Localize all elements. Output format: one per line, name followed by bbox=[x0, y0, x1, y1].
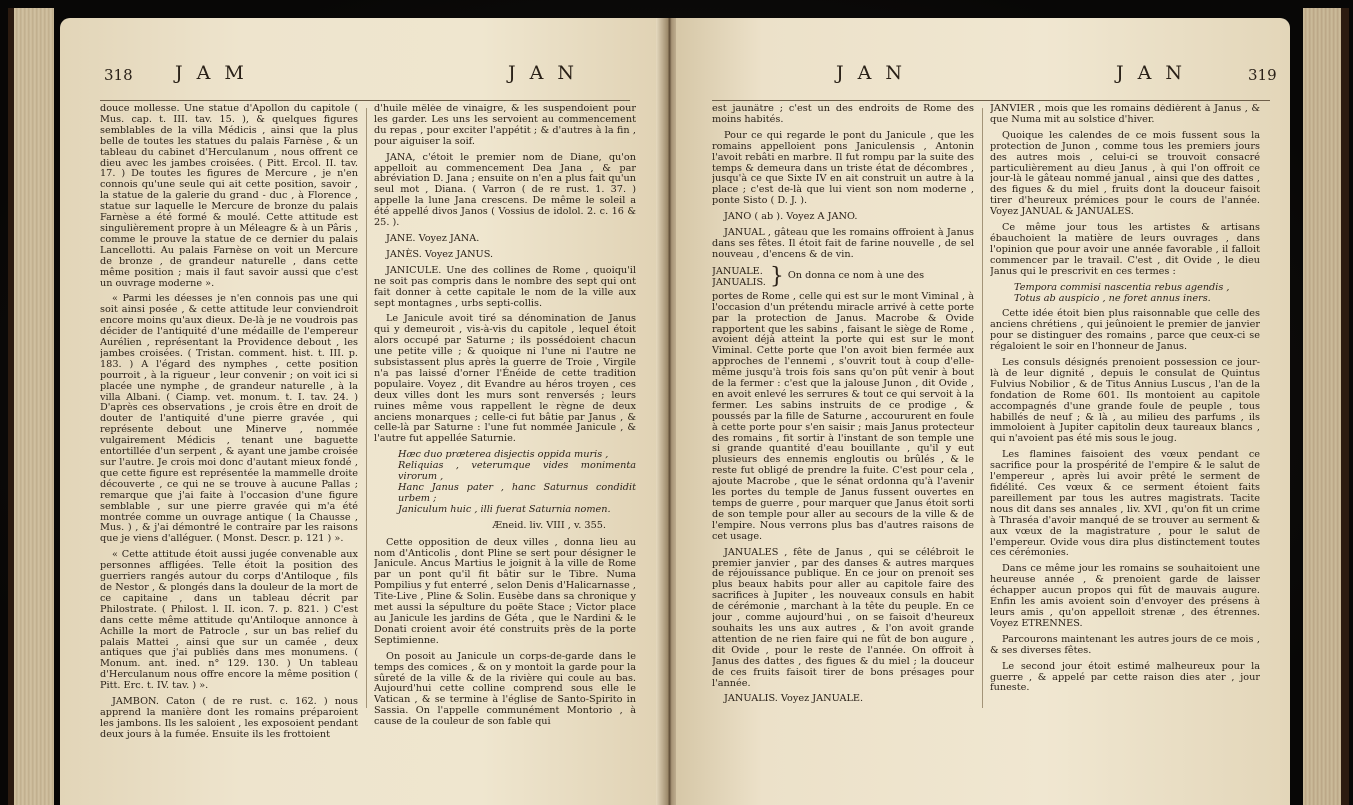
paragraph: Pour ce qui regarde le pont du Janicule , que les romains appelloient pons Janiculensis , Antonin l'avoit rebâti en marbre. Il fut rompu par la suite des temps & demeura dans un triste état de décombres , jusqu'à ce que Sixte IV en ait construit un autre à la place ; c'est de-là que lui vient son nom moderne , ponte Sisto ( D. J. ). bbox=[712, 129, 974, 207]
left-column bbox=[712, 104, 974, 804]
headword: JANUALE. bbox=[712, 265, 763, 277]
verse-line: Hæc duo præterea disjectis oppida muris , bbox=[398, 449, 609, 461]
verse-line: Tempora commisi nascentia rebus agendis , bbox=[1014, 281, 1230, 293]
right-page-edges bbox=[1303, 8, 1349, 805]
right-column bbox=[374, 104, 636, 804]
paragraph: Le Janicule avoit tiré sa dénomination de Janus qui y demeuroit , vis-à-vis du capitole , lequel étoit alors occupé par Saturne ; ils possédoient chacun une petite ville ; & quoique ni l'une ni l'autre ne subsistassent plus après la guerre de Troie , Virgile n'a pas laissé d'orner l'Énéide de cette tradition populaire. Voyez , dit Evandre au héros troyen , ces deux villes dont les murs sont renversés ; leurs ruines même vous rappellent le règne de deux anciens monarques ; celle-ci fut bâtie par Janus , & celle-là par Saturne : l'une fut nommée Janicule , & l'autre fut appellée Saturnie. bbox=[374, 313, 636, 445]
paragraph: portes de Rome , celle qui est sur le mont Viminal , à l'occasion d'un prétendu miracle arrivé à cette porte par la protection de Janus. Macrobe & Ovide rapportent que les sabins , faisant le siège de Rome , avoient déjà atteint la porte qui est sur le mont Viminal. Cette porte que l'on avoit bien fermée aux approches de l'ennemi , s'ouvrit tout à coup d'elle-même jusqu'à trois fois sans qu'on pût venir à bout de la fermer : c'est que la jalouse Junon , dit Ovide , en avoit enlevé les serrures & tout ce qui servoit à la fermer. Les sabins instruits de ce prodige , & poussés par la fille de Saturne , accoururent en foule à cette porte pour s'en saisir ; mais Janus protecteur des romains , fit sortir à l'instant de son temple une si grande quantité d'eau bouillante , qu'il y eut plusieurs des ennemis engloutis ou brûlés , & le reste fut obligé de prendre la fuite. C'est pour cela , ajoute Macrobe , que le sénat ordonna qu'à l'avenir les portes du temple de Janus fussent ouvertes en temps de guerre , pour marquer que Janus étoit sorti de son temple pour aller au secours de la ville & de l'empire. Nous verrons plus bas d'autres raisons de cet usage. bbox=[712, 290, 974, 542]
verse-citation: Æneid. liv. VIII , v. 355. bbox=[492, 519, 606, 531]
verse-line: Reliquias , veterumque vides monimenta virorum , bbox=[398, 460, 636, 483]
paragraph: Cette opposition de deux villes , donna lieu au nom d'Anticolis , dont Pline se sert pour désigner le Janicule. Ancus Martius le joignit à la ville de Rome par un pont qu'il fit bâtir sur le Tibre. Numa Pompilius y fut enterré , selon Denis d'Halicarnasse , Tite-Live , Pline & Solin. Eusèbe dans sa chronique y met aussi la sépulture du poëte Stace ; Victor place au Janicule les jardins de Géta , que le Nardini & le Donati croient avoir été construits près de la porte Septimienne. bbox=[374, 536, 636, 646]
paragraph: Cette idée étoit bien plus raisonnable que celle des anciens chrétiens , qui jeûnoient le premier de janvier pour se distinguer des romains , parce que ceux-ci se régaloient le soir en l'honneur de Janus. bbox=[990, 308, 1260, 353]
header-rule bbox=[100, 100, 630, 101]
brace-symbol: } bbox=[769, 263, 784, 289]
left-page bbox=[60, 18, 662, 805]
entry-janicule: JANICULE. Une des collines de Rome , quoiqu'il ne soit pas compris dans le nombre des sept qui ont fait donner à cette capitale le nom de la ville aux sept montagnes , urbs septi-collis. bbox=[374, 264, 636, 309]
header-rule bbox=[712, 100, 1270, 101]
paragraph: douce mollesse. Une statue d'Apollon du capitole ( Mus. cap. t. III. tav. 15. ), & quelques figures semblables de la villa Médicis , ainsi que la plus belle de toutes les statues du palais Farnèse , & un tableau du cabinet d'Herculanum , nous offrent ce dieu avec les jambes croisées. ( Pitt. Ercol. II. tav. 17. ) De toutes les figures de Mercure , je n'en connois qu'une seule qui ait cette position, savoir , la statue de la galerie du grand - duc , à Florence , statue sur laquelle le Mercure de bronze du palais Farnèse a été formé & moulé. Cette attitude est singulièrement propre à un Méleagre & à un Pâris , comme le prouve la statue de ce dernier du palais Lancellotti. Au palais Farnèse on voit un Mercure de bronze , de grandeur naturelle , dans cette même position ; mais il faut savoir aussi que c'est un ouvrage moderne ». bbox=[100, 104, 358, 289]
running-head: J A M bbox=[175, 62, 248, 84]
left-column bbox=[100, 104, 358, 804]
column-rule bbox=[366, 108, 367, 708]
paragraph: On posoit au Janicule un corps-de-garde dans le temps des comices , & on y montoit la garde pour la sûreté de la ville & de la rivière qui coule au bas. Aujourd'hui cette colline comprend sous elle le Vatican , & se termine à l'église de Santo-Spirito in Sassia. On l'appelle communément Montorio , à cause de la couleur de son fable qui bbox=[374, 650, 636, 728]
entry-janes: JANÈS. Voyez JANUS. bbox=[386, 248, 494, 260]
entry-januales: JANUALES , fête de Janus , qui se célébroit le premier janvier , par des danses & autres marques de réjouissance publique. En ce jour on prenoit ses plus beaux habits pour aller au capitole faire des sacrifices à Jupiter , les nouveaux consuls en habit de cérémonie , marchant à la tête du peuple. En ce jour , comme aujourd'hui , on se faisoit d'heureux souhaits les uns aux autres , & l'on avoit grande attention de ne rien faire qui ne fût de bon augure , dit Ovide , pour le reste de l'année. On offroit à Janus des dattes , des figues & du miel ; la douceur de ces fruits faisoit tirer de bons présages pour l'année. bbox=[712, 546, 974, 689]
entry-jano: JANO ( ab ). Voyez A JANO. bbox=[724, 211, 858, 223]
paragraph: Quoique les calendes de ce mois fussent sous la protection de Junon , comme tous les premiers jours des autres mois , celui-ci se trouvoit consacré particulièrement au dieu Janus , à qui l'on offroit ce jour-là le gâteau nommé janual , ainsi que des dattes , des figues & du miel , fruits dont la douceur faisoit tirer d'heureux prémices pour le cours de l'année. Voyez JANUAL & JANUALES. bbox=[990, 129, 1260, 218]
running-head: J A N bbox=[1116, 62, 1187, 84]
running-head: J A N bbox=[508, 62, 579, 84]
page-number: 318 bbox=[104, 66, 133, 84]
paragraph: Les consuls désignés prenoient possession ce jour-là de leur dignité , depuis le consulat de Quintus Fulvius Nobilior , & de Titus Annius Luscus , l'an de la fondation de Rome 601. Ils montoient au capitole accompagnés d'une grande foule de peuple , tous habillés de neuf ; & là , au milieu des parfums , ils immoloient à Jupiter capitolin deux taureaux blancs , qui n'avoient pas été mis sous le joug. bbox=[990, 357, 1260, 445]
entry-text: On donna ce nom à une des bbox=[787, 270, 925, 282]
paragraph: Dans ce même jour les romains se souhaitoient une heureuse année , & prenoient garde de laisser échapper aucun propos qui fût de mauvais augure. Enfin les amis avoient soin d'envoyer des présens à leurs amis , qu'on appelloit strenæ , des étrennes. Voyez ETRENNES. bbox=[990, 563, 1260, 629]
paragraph: « Parmi les déesses je n'en connois pas une qui soit ainsi posée , & cette attitude leur conviendroit encore moins qu'aux dieux. De-là je ne voudrois pas décider de l'antiquité d'une médaille de l'empereur Aurélien , représentant la Providence debout , les jambes croisées. ( Tristan. comment. hist. t. III. p. 183. ) A l'égard des nymphes , cette position pourroit , à la rigueur , leur convenir ; on voit ici si placée une nymphe , de grandeur naturelle , à la villa Albani. ( Ciamp. vet. monum. t. I. tav. 24. ) D'après ces observations , je crois être en droit de douter de l'antiquité d'une pierre gravée , qui représente debout une Minerve , nommée vulgairement Médicis , tenant une baguette entortillée d'un serpent , & ayant une jambe croisée sur l'autre. Je crois moi donc d'autant mieux fondé , que cette figure est représentée la mammelle droite découverte , ce qui ne se trouve à aucune Pallas ; remarque que j'ai faite à l'occasion d'une figure semblable , sur une pierre gravée qui m'a été montrée comme un ouvrage antique ( la Chausse , Mus. ) , & j'ai démontré le contraire par les raisons que je viens d'alléguer. ( Monst. Descr. p. 121 ) ». bbox=[100, 293, 358, 545]
headword-pair bbox=[712, 266, 766, 288]
paragraph: est jaunâtre ; c'est un des endroits de Rome des moins habités. bbox=[712, 104, 974, 125]
left-page-edges bbox=[8, 8, 54, 805]
right-column bbox=[990, 104, 1260, 804]
verse-line: Janiculum huic , illi fuerat Saturnia nomen. bbox=[398, 503, 611, 515]
verse-line: Totus ab auspicio , ne foret annus iners. bbox=[1014, 292, 1211, 304]
page-number: 319 bbox=[1248, 66, 1277, 84]
paragraph: Parcourons maintenant les autres jours de ce mois , & ses diverses fêtes. bbox=[990, 633, 1260, 656]
paragraph: « Cette attitude étoit aussi jugée convenable aux personnes affligées. Telle étoit la position des guerriers rangés autour du corps d'Antiloque , fils de Nestor , & plongés dans la douleur de la mort de ce capitaine , dans un tableau décrit par Philostrate. ( Philost. l. II. icon. 7. p. 821. ) C'est dans cette même attitude qu'Antiloque annonce à Achille la mort de Patrocle , sur un bas relief du palais Mattei , ainsi que sur un camée , deux antiques que j'ai publiés dans mes monumens. ( Monum. ant. ined. n° 129. 130. ) Un tableau d'Herculanum nous offre encore la même position ( Pitt. Erc. t. IV. tav. ) ». bbox=[100, 549, 358, 692]
verse-quote bbox=[1014, 283, 1260, 305]
verse-quote bbox=[398, 450, 636, 515]
entry-januale bbox=[712, 263, 974, 289]
paragraph: Les flamines faisoient des vœux pendant ce sacrifice pour la prospérité de l'empire & le salut de l'empereur , après lui avoir prêté le serment de fidélité. Ces vœux & ce serment étoient faits pareillement par tous les autres magistrats. Tacite nous dit dans ses annales , liv. XVI , qu'on fit un crime à Thraséa d'avoir manqué de se trouver au serment & aux vœux de la magistrature , pour le salut de l'empereur. Ovide vous dira plus distinctement toutes ces cérémonies. bbox=[990, 449, 1260, 559]
entry-jana: JANA, c'étoit le premier nom de Diane, qu'on appelloit au commencement Dea Jana , & par abréviation D. Jana ; ensuite on n'en a plus fait qu'un seul mot , Diana. ( Varron ( de re rust. 1. 37. ) appelle la lune Jana crescens. De même le soleil a été appellé divos Janos ( Vossius de idolol. 2. c. 16 & 25. ). bbox=[374, 151, 636, 229]
right-page bbox=[676, 18, 1290, 805]
paragraph: Le second jour étoit estimé malheureux pour la guerre , & appelé par cette raison dies ater , jour funeste. bbox=[990, 660, 1260, 694]
entry-janual: JANUAL , gâteau que les romains offroient à Janus dans ses fêtes. Il étoit fait de farine nouvelle , de sel nouveau , d'encens & de vin. bbox=[712, 227, 974, 260]
running-head: J A N bbox=[836, 62, 907, 84]
column-rule bbox=[982, 108, 983, 708]
entry-janualis: JANUALIS. Voyez JANUALE. bbox=[724, 693, 864, 705]
paragraph: Ce même jour tous les artistes & artisans ébauchoient la matière de leurs ouvrages , dans l'opinion que pour avoir une année favorable , il falloit commencer par le travail. C'est , dit Ovide , le dieu Janus qui le prescrivit en ces termes : bbox=[990, 222, 1260, 277]
entry-janvier: JANVIER , mois que les romains dédièrent à Janus , & que Numa mit au solstice d'hiver. bbox=[990, 104, 1260, 125]
headword: JANUALIS. bbox=[712, 276, 766, 288]
entry-jane: JANE. Voyez JANA. bbox=[386, 232, 480, 244]
verse-line: Hanc Janus pater , hanc Saturnus condidit urbem ; bbox=[398, 482, 636, 504]
paragraph: d'huile mêlée de vinaigre, & les suspendoient pour les garder. Les uns les servoient au commencement du repas , pour exciter l'appétit ; & d'autres à la fin , pour aiguiser la soif. bbox=[374, 104, 636, 147]
paragraph: JAMBON. Caton ( de re rust. c. 162. ) nous apprend la manière dont les romains préparoient les jambons. Ils les saloient , les exposoient pendant deux jours à la fumée. Ensuite ils les frottoient bbox=[100, 696, 358, 740]
